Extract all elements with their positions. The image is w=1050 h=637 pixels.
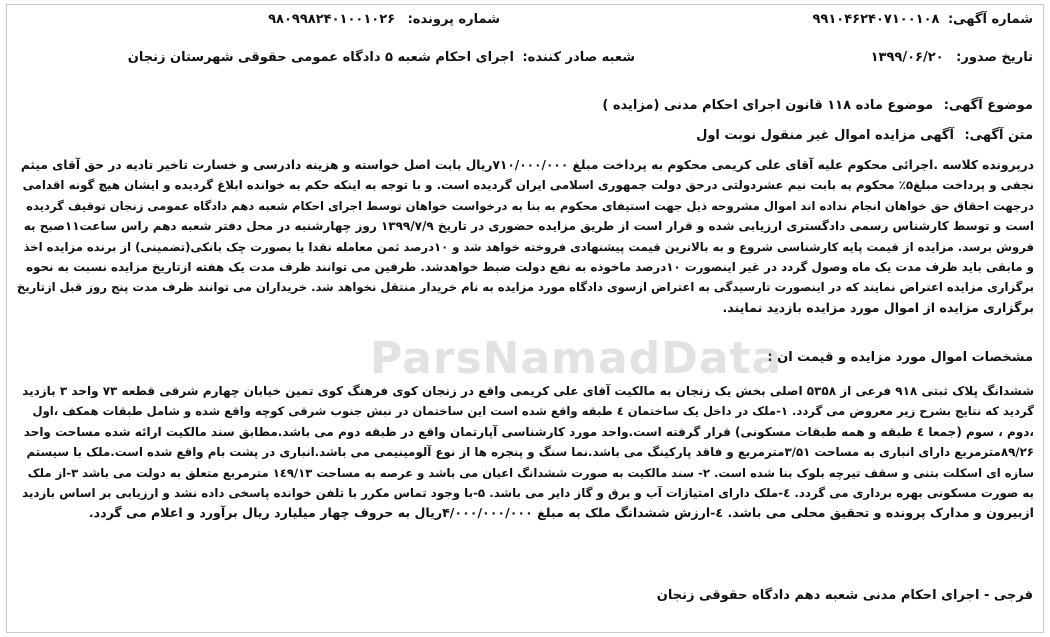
body-title-row [696, 128, 1033, 143]
paragraph-line: ششدانگ پلاک ثبتی ۹۱۸ فرعی از ۵۳۵۸ اصلی بخش یک زنجان به مالکیت آقای علی کریمی واقع در زنجان کوی فرهنگ کوی تمین خیابان چهارم شرقی قطعه ۷۳ واحد ۳ بازدید [22, 384, 1034, 398]
watermark-logo: ParsNamadData [370, 333, 783, 384]
ad-number-value: ۹۹۱۰۴۶۲۴۰۷۱۰۰۱۰۸ [812, 12, 940, 27]
paragraph-line: سازه ای اسکلت بتنی و سقف تیرچه بلوک بنا شده است. ۲- سند مالکیت به صورت ششدانگ اعیان می باشد و عرصه به مساحت ۱٤۹/۱۳ مترمربع متعلق به دولت می باشد ۳-از ملک [27, 465, 1034, 480]
paragraph-line: و مابقی باید ظرف مدت یک ماه وصول گردد در غیر اینصورت ۱۰درصد ماخوذه به نفع دولت ضبط خواهدشد. طرفین می توانند ظرف مدت یک هفته ازتاریخ مزایده نسبت به نحوه [26, 260, 1034, 275]
body-title-value: آگهی مزایده اموال غیر منقول نوبت اول [696, 128, 954, 143]
subject-row [602, 98, 1033, 113]
ad-number-row [813, 12, 1034, 27]
branch-value: اجرای احکام شعبه ۵ دادگاه عمومی حقوقی شهرستان زنجان [127, 50, 514, 65]
signature: فرجی - اجرای احکام مدنی شعبه دهم دادگاه حقوقی زنجان [656, 588, 1033, 603]
case-number-label: شماره پرونده: [407, 12, 500, 27]
body-title-label: متن آگهی: [964, 128, 1033, 143]
paragraph-line: برگزاری مزایده از اموال مورد مزایده بازدید نمایند. [722, 299, 1034, 315]
issue-date-value: ۱۳۹۹/۰۶/۲۰ [870, 50, 944, 65]
subject-value: موضوع ماده ۱۱۸ قانون اجرای احکام مدنی (مزایده ) [602, 98, 934, 113]
paragraph-line: فروش برسد. مزایده از قیمت پایه کارشناسی شروع و به بالاترین قیمت پیشنهادی فروخته خواهد شد و ۱۰درصد ثمن معامله نقدا یا بصورت چک بانکی(تضمینی) از برنده مزایده اخذ [23, 239, 1034, 254]
paragraph-line: درجهت احقاق حق خواهان انجام نداده اند اموال مشروحه ذیل جهت استیفای محکوم به بنا به درخواست خواهان توسط اجرای احکام شعبه دهم دادگاه عمومی زنجان توقیف گردیده [26, 198, 1034, 213]
specs-heading: مشخصات اموال مورد مزایده و قیمت ان : [767, 350, 1033, 365]
paragraph-line: به صورت مسکونی بهره برداری می گردد. ٤-ملک دارای امتیازات آب و برق و گاز دایر می باشد. ۵-با وجود تماس مکرر با تلفن خوانده پاسخی داده نشد و ارزیابی بر اساس بازدید [22, 486, 1034, 501]
paragraph-line: ازبیرون و مدارک پرونده و تحقیق محلی می باشد. ٤-ارزش ششدانگ ملک به مبلغ ۴/۰۰۰/۰۰۰/۰۰۰ریال به حروف چهار میلیارد ریال برآورد و اعلام می گردد. [88, 505, 1034, 521]
ad-number-label: شماره آگهی: [947, 12, 1033, 27]
paragraph-line: است و توسط کارشناس رسمی دادگستری ارزیابی شده و قرار است از طریق مزایده حضوری در تاریخ ۱۳۹۹/۷/۹ روز چهارشنبه در محل دفتر شعبه دهم راس ساعت۱۱صبح به [23, 219, 1034, 234]
issue-date-label: تاریخ صدور: [956, 50, 1033, 65]
paragraph-case-details [16, 155, 1034, 318]
paragraph-line: ۸۹/۲۶مترمربع دارای انباری به مساحت ۳/۵۱مترمربع و فاقد پارکینگ می باشد.نما سنگ و پنجره ها از نوع آلومینیمی می باشد.انباری در پشت بام واقع شده است.ملک با سیستم [26, 445, 1034, 460]
branch-label: شعبه صادر کننده: [522, 50, 635, 65]
paragraph-line: برگزاری مزایده اعتراض نمایند که در اینصورت تارسیدگی به اعتراض ازسوی دادگاه مورد مزایده به نام خریدار منتقل نخواهد شد. خریداران می توانند ظرف مدت پنج روز قبل ازتاریخ [16, 280, 1034, 295]
subject-label: موضوع آگهی: [943, 98, 1033, 113]
paragraph-line: ،دوم ، سوم (جمعا ٤ طبقه و همه طبقات مسکونی) قرار گرفته است.واحد مورد کارشناسی آپارتمان واقع در طبقه دوم می باشد.مطابق سند مالکیت ارائه شده مساحت واحد [23, 424, 1034, 439]
case-number-row [268, 12, 500, 27]
paragraph-line: نجفی و پرداخت مبلغ۵٪ محکوم به بابت نیم عشردولتی درحق دولت جمهوری اسلامی ایران گردیده است. و با توجه به اینکه حکم به خوانده ابلاغ گردیده و ایشان هیچ گونه اقدامی [22, 178, 1034, 193]
branch-row [128, 50, 635, 65]
paragraph-property-specs [16, 381, 1034, 524]
paragraph-line: گردید که نتایج بشرح زیر معروض می گردد. ۱-ملک در داخل یک ساختمان ٤ طبقه واقع شده است این ساختمان در نبش جنوب شرقی کوچه واقع شده و شامل طبقات همکف ،اول [32, 404, 1034, 419]
issue-date-row [871, 50, 1033, 65]
paragraph-line: درپرونده کلاسه .اجرائی محکوم علیه آقای علی کریمی محکوم به پرداخت مبلغ ۷۱۰/۰۰۰/۰۰۰ریال بابت اصل خواسته و هزینه دادرسی و خسارت تاخیر تادیه در حق آقای میثم [20, 158, 1034, 172]
case-number-value: ۹۸۰۹۹۸۲۴۰۱۰۰۱۰۲۶ [268, 12, 396, 27]
